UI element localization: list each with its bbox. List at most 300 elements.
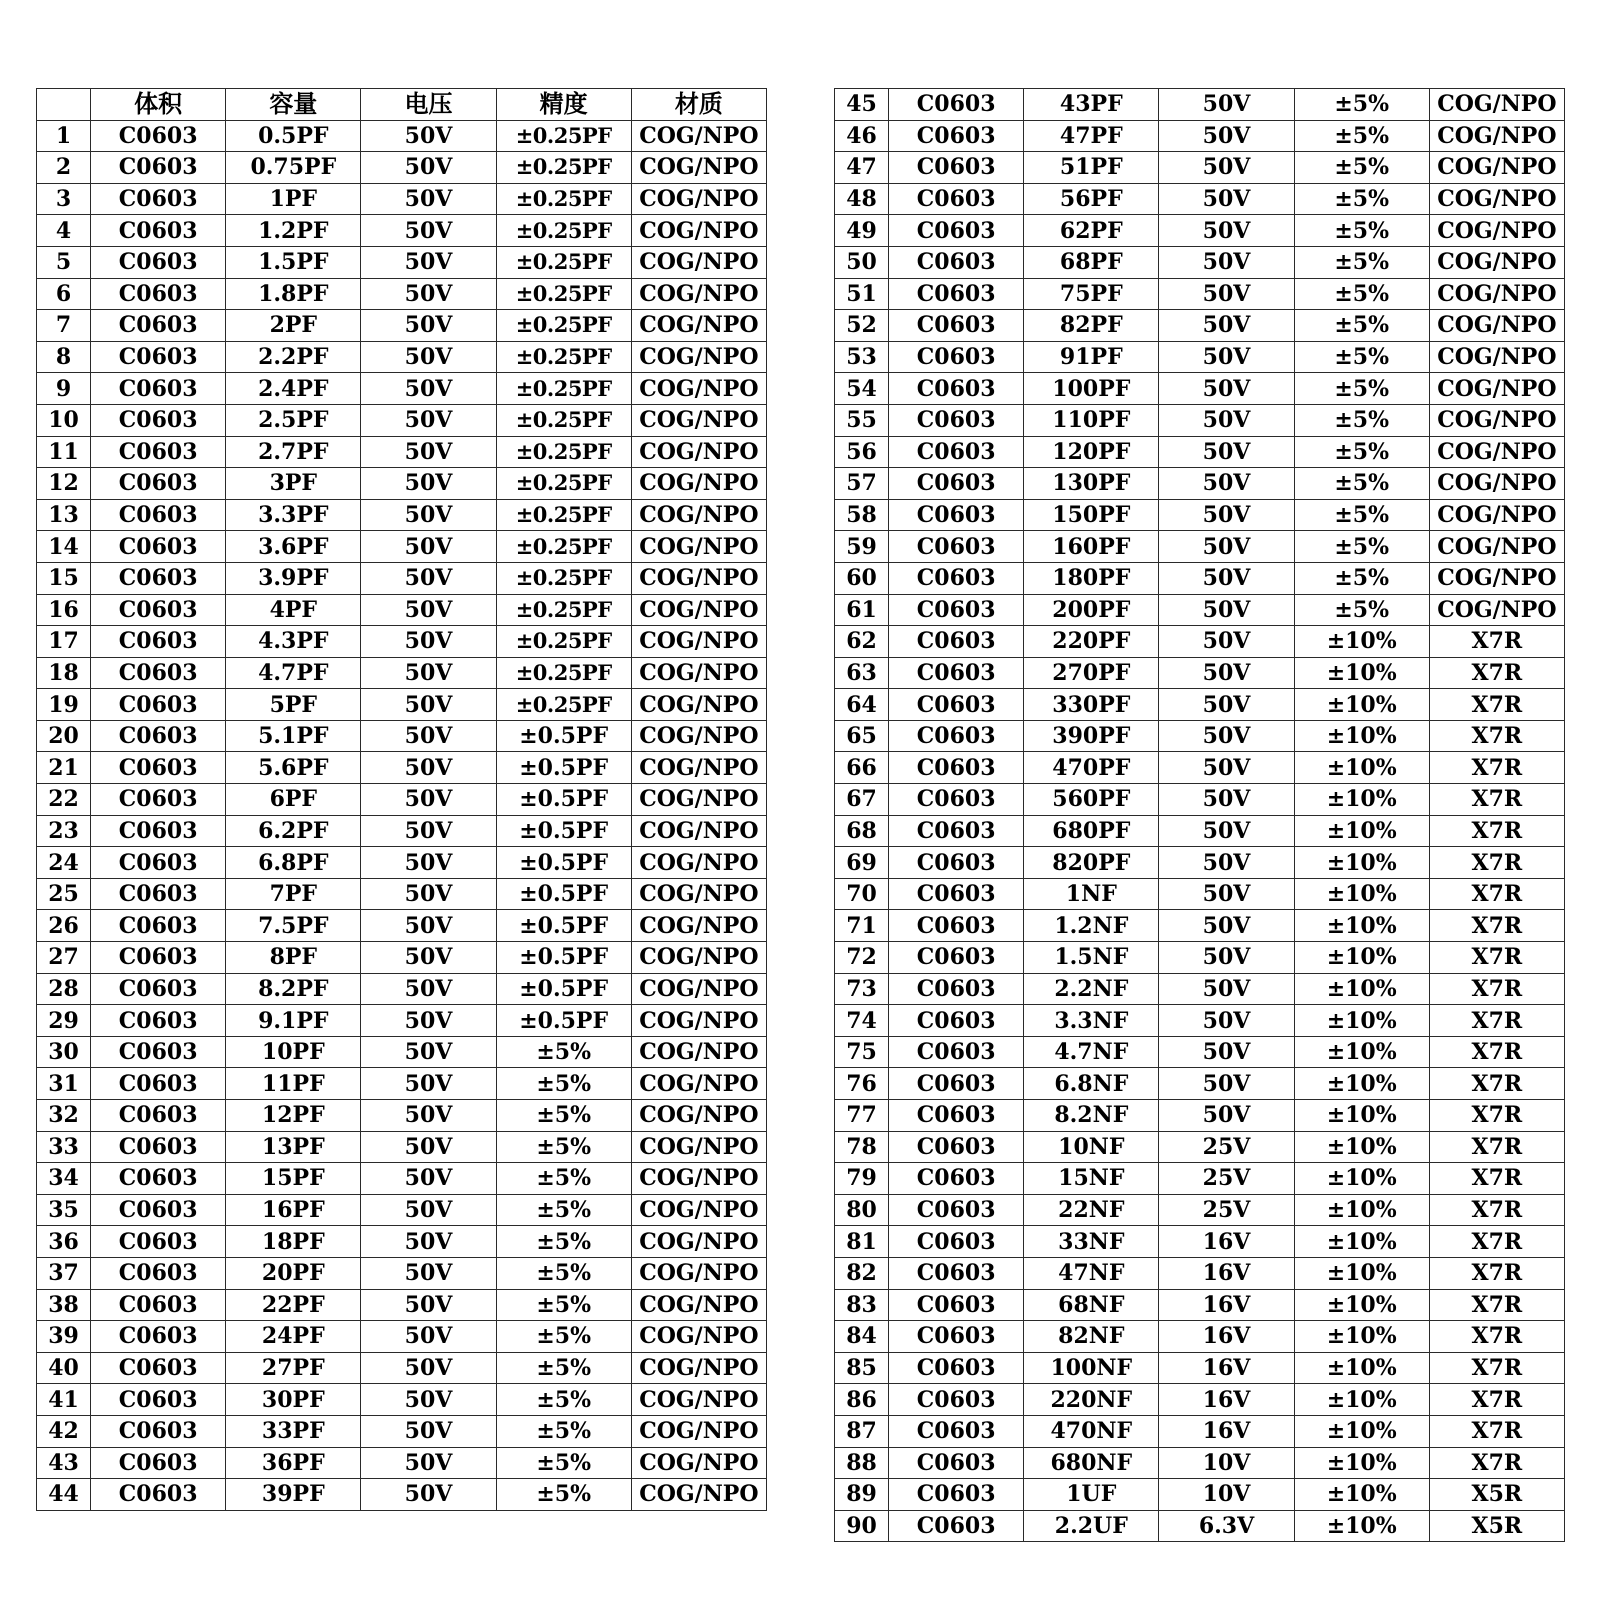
row-voltage: 16V (1159, 1289, 1294, 1321)
row-material: COG/NPO (1429, 183, 1564, 215)
row-capacitance: 110PF (1024, 404, 1159, 436)
row-voltage: 50V (361, 1131, 496, 1163)
row-index: 30 (37, 1036, 91, 1068)
row-voltage: 50V (361, 1415, 496, 1447)
row-tolerance: ±0.25PF (496, 594, 631, 626)
row-voltage: 50V (1159, 89, 1294, 121)
row-material: X7R (1429, 1163, 1564, 1195)
row-voltage: 10V (1159, 1479, 1294, 1511)
row-tolerance: ±0.5PF (496, 815, 631, 847)
row-material: COG/NPO (631, 468, 766, 500)
table-row (37, 1447, 767, 1479)
row-index: 23 (37, 815, 91, 847)
row-voltage: 50V (1159, 436, 1294, 468)
row-capacitance: 47PF (1024, 120, 1159, 152)
row-tolerance: ±5% (1294, 310, 1429, 342)
row-voltage: 50V (1159, 341, 1294, 373)
row-size: C0603 (91, 784, 226, 816)
row-capacitance: 33NF (1024, 1226, 1159, 1258)
table-row (37, 689, 767, 721)
row-index: 70 (835, 878, 889, 910)
row-capacitance: 24PF (226, 1321, 361, 1353)
row-index: 53 (835, 341, 889, 373)
row-capacitance: 200PF (1024, 594, 1159, 626)
table-row (835, 89, 1565, 121)
row-capacitance: 1NF (1024, 878, 1159, 910)
row-capacitance: 20PF (226, 1257, 361, 1289)
row-tolerance: ±5% (496, 1226, 631, 1258)
row-size: C0603 (91, 910, 226, 942)
row-index: 86 (835, 1384, 889, 1416)
row-tolerance: ±5% (1294, 246, 1429, 278)
row-voltage: 16V (1159, 1384, 1294, 1416)
row-voltage: 50V (361, 499, 496, 531)
row-voltage: 50V (361, 689, 496, 721)
row-tolerance: ±0.25PF (496, 183, 631, 215)
table-row (835, 562, 1565, 594)
row-capacitance: 56PF (1024, 183, 1159, 215)
row-material: X7R (1429, 1352, 1564, 1384)
row-voltage: 50V (1159, 878, 1294, 910)
row-tolerance: ±5% (1294, 562, 1429, 594)
row-material: COG/NPO (1429, 531, 1564, 563)
header-tolerance: 精度 (496, 89, 631, 121)
row-size: C0603 (889, 215, 1024, 247)
row-material: COG/NPO (1429, 341, 1564, 373)
row-capacitance: 27PF (226, 1352, 361, 1384)
row-size: C0603 (91, 1036, 226, 1068)
row-capacitance: 7PF (226, 878, 361, 910)
row-size: C0603 (91, 246, 226, 278)
row-voltage: 50V (1159, 499, 1294, 531)
row-voltage: 50V (1159, 278, 1294, 310)
row-index: 83 (835, 1289, 889, 1321)
row-size: C0603 (91, 499, 226, 531)
row-voltage: 50V (1159, 531, 1294, 563)
row-index: 49 (835, 215, 889, 247)
table-row (37, 499, 767, 531)
row-voltage: 50V (361, 720, 496, 752)
row-tolerance: ±0.25PF (496, 499, 631, 531)
row-material: X7R (1429, 1226, 1564, 1258)
row-voltage: 50V (361, 847, 496, 879)
row-capacitance: 820PF (1024, 847, 1159, 879)
row-material: X7R (1429, 1447, 1564, 1479)
row-size: C0603 (91, 1100, 226, 1132)
table-row (37, 1479, 767, 1511)
table-row (37, 1036, 767, 1068)
row-capacitance: 3PF (226, 468, 361, 500)
row-size: C0603 (91, 1321, 226, 1353)
capacitor-table-left (36, 88, 767, 1511)
row-material: COG/NPO (631, 215, 766, 247)
row-material: X7R (1429, 1321, 1564, 1353)
table-row (37, 1194, 767, 1226)
row-size: C0603 (889, 720, 1024, 752)
row-voltage: 50V (1159, 1100, 1294, 1132)
row-material: X5R (1429, 1479, 1564, 1511)
row-voltage: 25V (1159, 1194, 1294, 1226)
row-voltage: 50V (1159, 468, 1294, 500)
row-index: 55 (835, 404, 889, 436)
row-voltage: 50V (1159, 562, 1294, 594)
table-row (835, 531, 1565, 563)
row-voltage: 50V (361, 1005, 496, 1037)
row-index: 3 (37, 183, 91, 215)
row-voltage: 10V (1159, 1447, 1294, 1479)
row-tolerance: ±5% (496, 1194, 631, 1226)
row-capacitance: 330PF (1024, 689, 1159, 721)
row-material: COG/NPO (631, 1415, 766, 1447)
row-size: C0603 (889, 373, 1024, 405)
row-size: C0603 (91, 468, 226, 500)
row-size: C0603 (889, 878, 1024, 910)
row-material: X7R (1429, 1100, 1564, 1132)
row-material: COG/NPO (631, 183, 766, 215)
row-voltage: 50V (1159, 373, 1294, 405)
row-capacitance: 4PF (226, 594, 361, 626)
row-index: 2 (37, 152, 91, 184)
row-size: C0603 (889, 973, 1024, 1005)
table-row (835, 784, 1565, 816)
row-material: X7R (1429, 847, 1564, 879)
row-capacitance: 62PF (1024, 215, 1159, 247)
row-voltage: 50V (1159, 689, 1294, 721)
row-material: COG/NPO (631, 594, 766, 626)
row-tolerance: ±0.25PF (496, 626, 631, 658)
row-voltage: 50V (361, 152, 496, 184)
row-index: 47 (835, 152, 889, 184)
row-capacitance: 39PF (226, 1479, 361, 1511)
table-row (37, 878, 767, 910)
row-voltage: 50V (1159, 784, 1294, 816)
row-material: COG/NPO (631, 278, 766, 310)
row-size: C0603 (91, 1289, 226, 1321)
table-row (835, 404, 1565, 436)
row-voltage: 50V (361, 404, 496, 436)
row-capacitance: 51PF (1024, 152, 1159, 184)
row-index: 17 (37, 626, 91, 658)
row-tolerance: ±0.25PF (496, 562, 631, 594)
row-tolerance: ±5% (1294, 373, 1429, 405)
row-material: COG/NPO (631, 1036, 766, 1068)
row-tolerance: ±0.5PF (496, 878, 631, 910)
table-row (835, 657, 1565, 689)
row-tolerance: ±5% (1294, 404, 1429, 436)
row-size: C0603 (889, 468, 1024, 500)
row-tolerance: ±0.25PF (496, 215, 631, 247)
row-material: X7R (1429, 910, 1564, 942)
row-size: C0603 (91, 878, 226, 910)
table-row (835, 1447, 1565, 1479)
row-capacitance: 2.2NF (1024, 973, 1159, 1005)
row-capacitance: 68NF (1024, 1289, 1159, 1321)
row-voltage: 50V (1159, 1068, 1294, 1100)
row-size: C0603 (889, 815, 1024, 847)
row-material: X7R (1429, 1415, 1564, 1447)
row-voltage: 50V (361, 373, 496, 405)
row-capacitance: 2.4PF (226, 373, 361, 405)
row-index: 71 (835, 910, 889, 942)
row-size: C0603 (889, 594, 1024, 626)
table-row (37, 657, 767, 689)
row-capacitance: 8.2PF (226, 973, 361, 1005)
row-tolerance: ±10% (1294, 626, 1429, 658)
table-row (835, 1257, 1565, 1289)
header-capacitance: 容量 (226, 89, 361, 121)
row-material: COG/NPO (631, 1226, 766, 1258)
row-material: X7R (1429, 878, 1564, 910)
row-tolerance: ±5% (1294, 341, 1429, 373)
row-capacitance: 100PF (1024, 373, 1159, 405)
row-capacitance: 6.8PF (226, 847, 361, 879)
row-material: COG/NPO (631, 373, 766, 405)
row-capacitance: 15NF (1024, 1163, 1159, 1195)
row-capacitance: 10NF (1024, 1131, 1159, 1163)
table-row (37, 404, 767, 436)
row-size: C0603 (91, 689, 226, 721)
table-row (835, 215, 1565, 247)
row-size: C0603 (91, 1352, 226, 1384)
row-tolerance: ±10% (1294, 689, 1429, 721)
row-capacitance: 5PF (226, 689, 361, 721)
row-voltage: 50V (1159, 752, 1294, 784)
row-voltage: 50V (361, 1100, 496, 1132)
row-voltage: 50V (1159, 910, 1294, 942)
row-size: C0603 (889, 847, 1024, 879)
row-capacitance: 1.5NF (1024, 942, 1159, 974)
row-size: C0603 (91, 752, 226, 784)
row-voltage: 50V (361, 1447, 496, 1479)
row-tolerance: ±5% (1294, 120, 1429, 152)
table-row (37, 468, 767, 500)
row-size: C0603 (91, 973, 226, 1005)
row-voltage: 50V (1159, 120, 1294, 152)
row-tolerance: ±5% (1294, 436, 1429, 468)
row-capacitance: 3.3PF (226, 499, 361, 531)
row-material: COG/NPO (631, 752, 766, 784)
row-index: 19 (37, 689, 91, 721)
row-material: COG/NPO (631, 1100, 766, 1132)
row-size: C0603 (889, 1510, 1024, 1542)
row-index: 87 (835, 1415, 889, 1447)
row-material: COG/NPO (631, 404, 766, 436)
row-material: COG/NPO (631, 1163, 766, 1195)
table-row (37, 626, 767, 658)
row-capacitance: 75PF (1024, 278, 1159, 310)
row-capacitance: 16PF (226, 1194, 361, 1226)
row-material: COG/NPO (631, 341, 766, 373)
row-tolerance: ±5% (1294, 531, 1429, 563)
row-tolerance: ±5% (496, 1384, 631, 1416)
table-row (37, 1100, 767, 1132)
table-row (37, 246, 767, 278)
row-material: X7R (1429, 1384, 1564, 1416)
row-voltage: 50V (361, 1384, 496, 1416)
row-index: 29 (37, 1005, 91, 1037)
table-row (37, 531, 767, 563)
row-capacitance: 100NF (1024, 1352, 1159, 1384)
table-row (37, 373, 767, 405)
table-row (37, 1352, 767, 1384)
row-tolerance: ±10% (1294, 1479, 1429, 1511)
row-size: C0603 (889, 1036, 1024, 1068)
row-material: COG/NPO (1429, 152, 1564, 184)
row-material: COG/NPO (631, 626, 766, 658)
row-tolerance: ±0.25PF (496, 278, 631, 310)
row-size: C0603 (91, 1194, 226, 1226)
row-capacitance: 8PF (226, 942, 361, 974)
table-row (835, 594, 1565, 626)
row-voltage: 50V (1159, 847, 1294, 879)
row-material: COG/NPO (1429, 246, 1564, 278)
table-row (835, 973, 1565, 1005)
row-size: C0603 (889, 1447, 1024, 1479)
table-row (835, 1131, 1565, 1163)
row-size: C0603 (889, 1226, 1024, 1258)
row-material: COG/NPO (631, 878, 766, 910)
table-row (37, 847, 767, 879)
row-material: COG/NPO (631, 910, 766, 942)
row-voltage: 50V (361, 278, 496, 310)
row-capacitance: 5.6PF (226, 752, 361, 784)
table-row (835, 1226, 1565, 1258)
row-tolerance: ±10% (1294, 1352, 1429, 1384)
row-index: 39 (37, 1321, 91, 1353)
row-voltage: 50V (361, 183, 496, 215)
table-row (835, 1005, 1565, 1037)
row-capacitance: 2.2PF (226, 341, 361, 373)
table-row (835, 373, 1565, 405)
table-row (835, 1163, 1565, 1195)
row-voltage: 50V (1159, 1036, 1294, 1068)
row-material: COG/NPO (631, 246, 766, 278)
row-size: C0603 (889, 152, 1024, 184)
row-index: 27 (37, 942, 91, 974)
row-tolerance: ±0.5PF (496, 720, 631, 752)
row-capacitance: 18PF (226, 1226, 361, 1258)
row-voltage: 16V (1159, 1226, 1294, 1258)
row-material: COG/NPO (1429, 594, 1564, 626)
row-capacitance: 13PF (226, 1131, 361, 1163)
row-voltage: 16V (1159, 1257, 1294, 1289)
row-tolerance: ±0.5PF (496, 910, 631, 942)
row-index: 34 (37, 1163, 91, 1195)
row-tolerance: ±5% (496, 1352, 631, 1384)
row-index: 66 (835, 752, 889, 784)
row-voltage: 50V (361, 910, 496, 942)
table-row (835, 847, 1565, 879)
row-voltage: 50V (361, 973, 496, 1005)
row-voltage: 50V (361, 1352, 496, 1384)
row-voltage: 50V (1159, 657, 1294, 689)
row-index: 36 (37, 1226, 91, 1258)
row-material: COG/NPO (1429, 215, 1564, 247)
row-size: C0603 (889, 1100, 1024, 1132)
row-size: C0603 (91, 310, 226, 342)
row-capacitance: 8.2NF (1024, 1100, 1159, 1132)
row-capacitance: 470PF (1024, 752, 1159, 784)
row-capacitance: 1.2PF (226, 215, 361, 247)
row-index: 89 (835, 1479, 889, 1511)
row-tolerance: ±0.25PF (496, 404, 631, 436)
row-material: COG/NPO (631, 1131, 766, 1163)
row-index: 8 (37, 341, 91, 373)
table-row (37, 120, 767, 152)
row-index: 59 (835, 531, 889, 563)
row-index: 20 (37, 720, 91, 752)
row-index: 16 (37, 594, 91, 626)
header-index (37, 89, 91, 121)
row-material: COG/NPO (1429, 89, 1564, 121)
table-row (37, 594, 767, 626)
row-size: C0603 (889, 942, 1024, 974)
row-index: 48 (835, 183, 889, 215)
row-size: C0603 (889, 499, 1024, 531)
row-index: 60 (835, 562, 889, 594)
row-index: 50 (835, 246, 889, 278)
row-size: C0603 (889, 1289, 1024, 1321)
row-voltage: 50V (361, 626, 496, 658)
row-capacitance: 82NF (1024, 1321, 1159, 1353)
row-tolerance: ±10% (1294, 1068, 1429, 1100)
table-row (835, 341, 1565, 373)
row-size: C0603 (91, 404, 226, 436)
row-size: C0603 (889, 1131, 1024, 1163)
table-row (37, 215, 767, 247)
row-capacitance: 11PF (226, 1068, 361, 1100)
row-size: C0603 (91, 1415, 226, 1447)
row-material: X7R (1429, 1131, 1564, 1163)
row-capacitance: 3.3NF (1024, 1005, 1159, 1037)
row-index: 31 (37, 1068, 91, 1100)
row-size: C0603 (91, 1131, 226, 1163)
row-capacitance: 560PF (1024, 784, 1159, 816)
row-capacitance: 680NF (1024, 1447, 1159, 1479)
row-tolerance: ±10% (1294, 1321, 1429, 1353)
row-tolerance: ±10% (1294, 1447, 1429, 1479)
row-size: C0603 (91, 942, 226, 974)
table-row (37, 1257, 767, 1289)
row-tolerance: ±10% (1294, 1131, 1429, 1163)
table-row (37, 973, 767, 1005)
row-capacitance: 470NF (1024, 1415, 1159, 1447)
row-tolerance: ±10% (1294, 1510, 1429, 1542)
row-tolerance: ±10% (1294, 847, 1429, 879)
row-index: 73 (835, 973, 889, 1005)
row-size: C0603 (889, 1005, 1024, 1037)
table-row (835, 499, 1565, 531)
row-index: 80 (835, 1194, 889, 1226)
row-voltage: 6.3V (1159, 1510, 1294, 1542)
row-material: COG/NPO (631, 1321, 766, 1353)
row-index: 72 (835, 942, 889, 974)
table-row (835, 152, 1565, 184)
row-index: 54 (835, 373, 889, 405)
row-material: X7R (1429, 720, 1564, 752)
row-tolerance: ±10% (1294, 815, 1429, 847)
row-size: C0603 (91, 1005, 226, 1037)
row-capacitance: 22NF (1024, 1194, 1159, 1226)
row-index: 77 (835, 1100, 889, 1132)
row-material: X7R (1429, 689, 1564, 721)
row-capacitance: 6PF (226, 784, 361, 816)
row-size: C0603 (889, 1194, 1024, 1226)
row-size: C0603 (91, 183, 226, 215)
row-capacitance: 7.5PF (226, 910, 361, 942)
row-tolerance: ±10% (1294, 784, 1429, 816)
row-size: C0603 (889, 1321, 1024, 1353)
